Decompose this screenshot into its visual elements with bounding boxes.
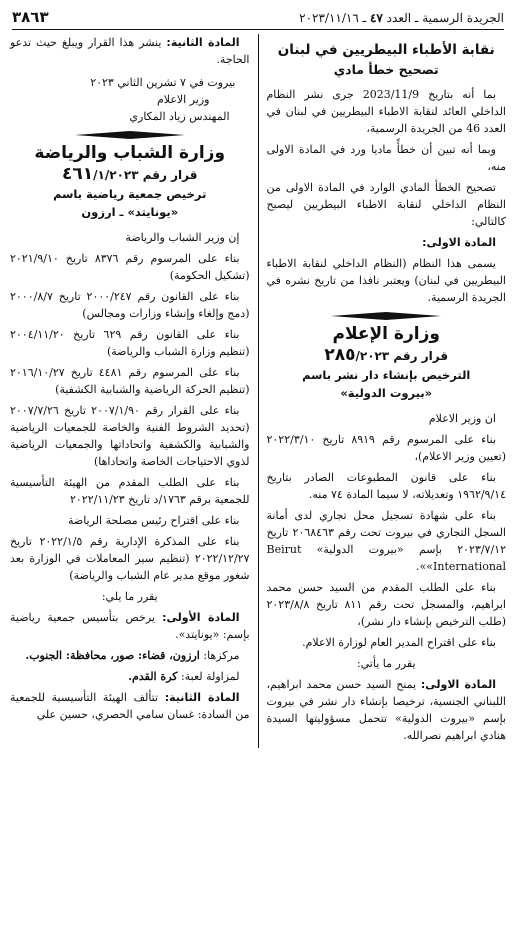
decree-entity-name: «يونايتد» ـ ارزون [81, 205, 179, 219]
gazette-name: الجريدة الرسمية ـ العدد [386, 11, 504, 25]
paragraph: بناء على اقتراح المدير العام لوزارة الاعلام. [302, 636, 496, 649]
decree-number: قرار رقم ٤٦١/١/٢٠٢٣ [62, 164, 198, 184]
issue-date: ـ ٢٠٢٣/١١/١٦ [299, 11, 367, 25]
article-heading: المادة الاولى: [422, 236, 496, 249]
decree-subject: ترخيص جمعية رياضية باسم [53, 187, 207, 201]
paragraph: يسمى هذا النظام (النظام الداخلي لنقابة الاطباء البيطريين في لبنان) ويعتبر نافذا من تاريخ نشره في الجريدة الرسمية. [266, 257, 506, 304]
ministry-title-information: وزارة الإعلام [332, 324, 440, 344]
two-column-body [10, 34, 506, 748]
section-separator [266, 312, 506, 320]
decree-subject: الترخيص بإنشاء دار نشر باسم [302, 368, 471, 382]
section-separator [10, 131, 250, 139]
paragraph: بناء على المرسوم رقم ٨٣٧٦ تاريخ ٢٠٢١/٩/١٠ (تشكيل الحكومة) [9, 252, 250, 282]
separator-ornament [331, 312, 441, 320]
headquarters-line: مركزها: ارزون، قضاء: صور، محافظة: الجنوب. [25, 649, 240, 662]
paragraph: بناء على الطلب المقدم من الهيئة التأسيسية للجمعية برقم ١٧٦٣/د تاريخ ٢٠٢٢/١١/٢٣ [9, 476, 250, 506]
section-subtitle-correction: تصحيح خطأ مادي [333, 62, 439, 77]
paragraph: بناء على المرسوم رقم ٨٩١٩ تاريخ ٢٠٢٢/٣/١٠ (تعيين وزير الاعلام)، [266, 433, 506, 463]
ministry-title-youth-sports: وزارة الشباب والرياضة [34, 143, 226, 163]
article-paragraph: المادة الأولى: يرخص بتأسيس جمعية رياضية بإسم: «يونايتد». [9, 611, 250, 641]
paragraph: إن وزير الشباب والرياضة [125, 231, 240, 244]
decree-entity-name: «بيروت الدولية» [340, 386, 433, 400]
paragraph: ان وزير الاعلام [428, 412, 496, 425]
article-paragraph: المادة الثانية: ينشر هذا القرار ويبلغ حيث تدعو الحاجة. [9, 36, 250, 66]
paragraph: بناء على المرسوم رقم ٤٤٨١ تاريخ ٢٠١٦/١٠/٢٧ (تنظيم الحركة الرياضية والشبابية الكشفية) [9, 366, 250, 396]
paragraph: بناء على المذكرة الإدارية رقم ٢٠٢٢/١/٥ تاريخ ٢٠٢٢/١٢/٢٧ (تنظيم سير المعاملات في الوزارة بعد شغور موقع مدير عام الشباب والرياضة) [9, 535, 250, 582]
paragraph: بناء على القانون رقم ٢٠٠٠/٢٤٧ تاريخ ٢٠٠٠/٨/٧ (دمج وإلغاء وإنشاء وزارات ومجالس) [9, 290, 250, 320]
issue-number: ٤٧ [369, 11, 383, 25]
page-number: ٣٨٦٣ [12, 8, 49, 26]
section-title-vets: نقابة الأطباء البيطريين في لبنان [277, 42, 495, 58]
paragraph: بناء على القانون رقم ٦٢٩ تاريخ ٢٠٠٤/١١/٢٠ (تنظيم وزارة الشباب والرياضة) [9, 328, 250, 358]
paragraph: بناء على قانون المطبوعات الصادر بتاريخ ١٩٦٢/٩/١٤ وتعديلاته، لا سيما المادة ٧٤ منه. [266, 471, 506, 501]
paragraph: بناء على شهادة تسجيل محل تجاري لدى أمانة السجل التجاري في بيروت تحت رقم ٢٠٦٨٤٦٣ تاريخ ٢٠٢٣/٧/١٢ بإسم «بيروت الدولية» Beirut «International». [266, 509, 506, 573]
separator-ornament [75, 131, 185, 139]
decree-number: قرار رقم ٢٨٥/٢٠٢٣ [324, 345, 449, 365]
article-paragraph: المادة الاولى: يمنح السيد حسن محمد ابراهيم، اللبناني الجنسية، ترخيصا بإنشاء دار نشر في بيروت بإسم «بيروت الدولية» تتحمل مسؤوليتها السيدة هنادي ابراهيم نصرالله. [266, 678, 506, 742]
signature-name: المهندس زياد المكاري [129, 110, 230, 123]
paragraph: بناء على اقتراح رئيس مصلحة الرياضة [67, 514, 240, 527]
left-column [10, 34, 256, 748]
column-divider [258, 34, 259, 748]
sport-line: لمزاولة لعبة: كرة القدم. [128, 670, 240, 683]
signature-place-date: بيروت في ٧ تشرين الثاني ٢٠٢٣ [90, 76, 236, 89]
paragraph: بناء على القرار رقم ٢٠٠٧/١/٩٠ تاريخ ٢٠٠٧/٧/٢٦ (تحديد الشروط الفنية والخاصة للجمعيات الرياضية والشبابية والكشفية واتحاداتها والجمعيات الرياضية لذوي الاحتياجات الخاصة واتحاداها) [9, 404, 250, 468]
signature-title: وزير الاعلام [156, 93, 210, 106]
paragraph: تصحيح الخطأ المادي الوارد في المادة الاولى من النظام الداخلي لنقابة الاطباء البيطريين ليصبح كالتالي: [266, 181, 506, 228]
paragraph: وبما أنه تبين أن خطأً ماديا ورد في المادة الاولى منه، [266, 143, 506, 173]
page-header [12, 8, 504, 30]
article-paragraph: المادة الثانية: تتألف الهيئة التأسيسية للجمعية من السادة: غسان سامي الحصري، حسين علي [9, 691, 250, 721]
right-column [260, 34, 506, 748]
decides-line: يقرر ما يلي: [101, 590, 158, 603]
paragraph: بناء على الطلب المقدم من السيد حسن محمد ابراهيم، والمسجل تحت رقم ٨١١ تاريخ ٢٠٢٣/٨/٨ (طلب الترخيص بإنشاء دار نشر)، [266, 581, 506, 628]
gazette-issue-line [299, 11, 504, 25]
paragraph: بما أنه بتاريخ 2023/11/9 جرى نشر النظام الداخلي العائد لنقابة الاطباء البيطريين في لبنان في العدد 46 من الجريدة الرسمية، [266, 88, 506, 135]
decides-line: يقرر ما يأتي: [356, 657, 416, 670]
